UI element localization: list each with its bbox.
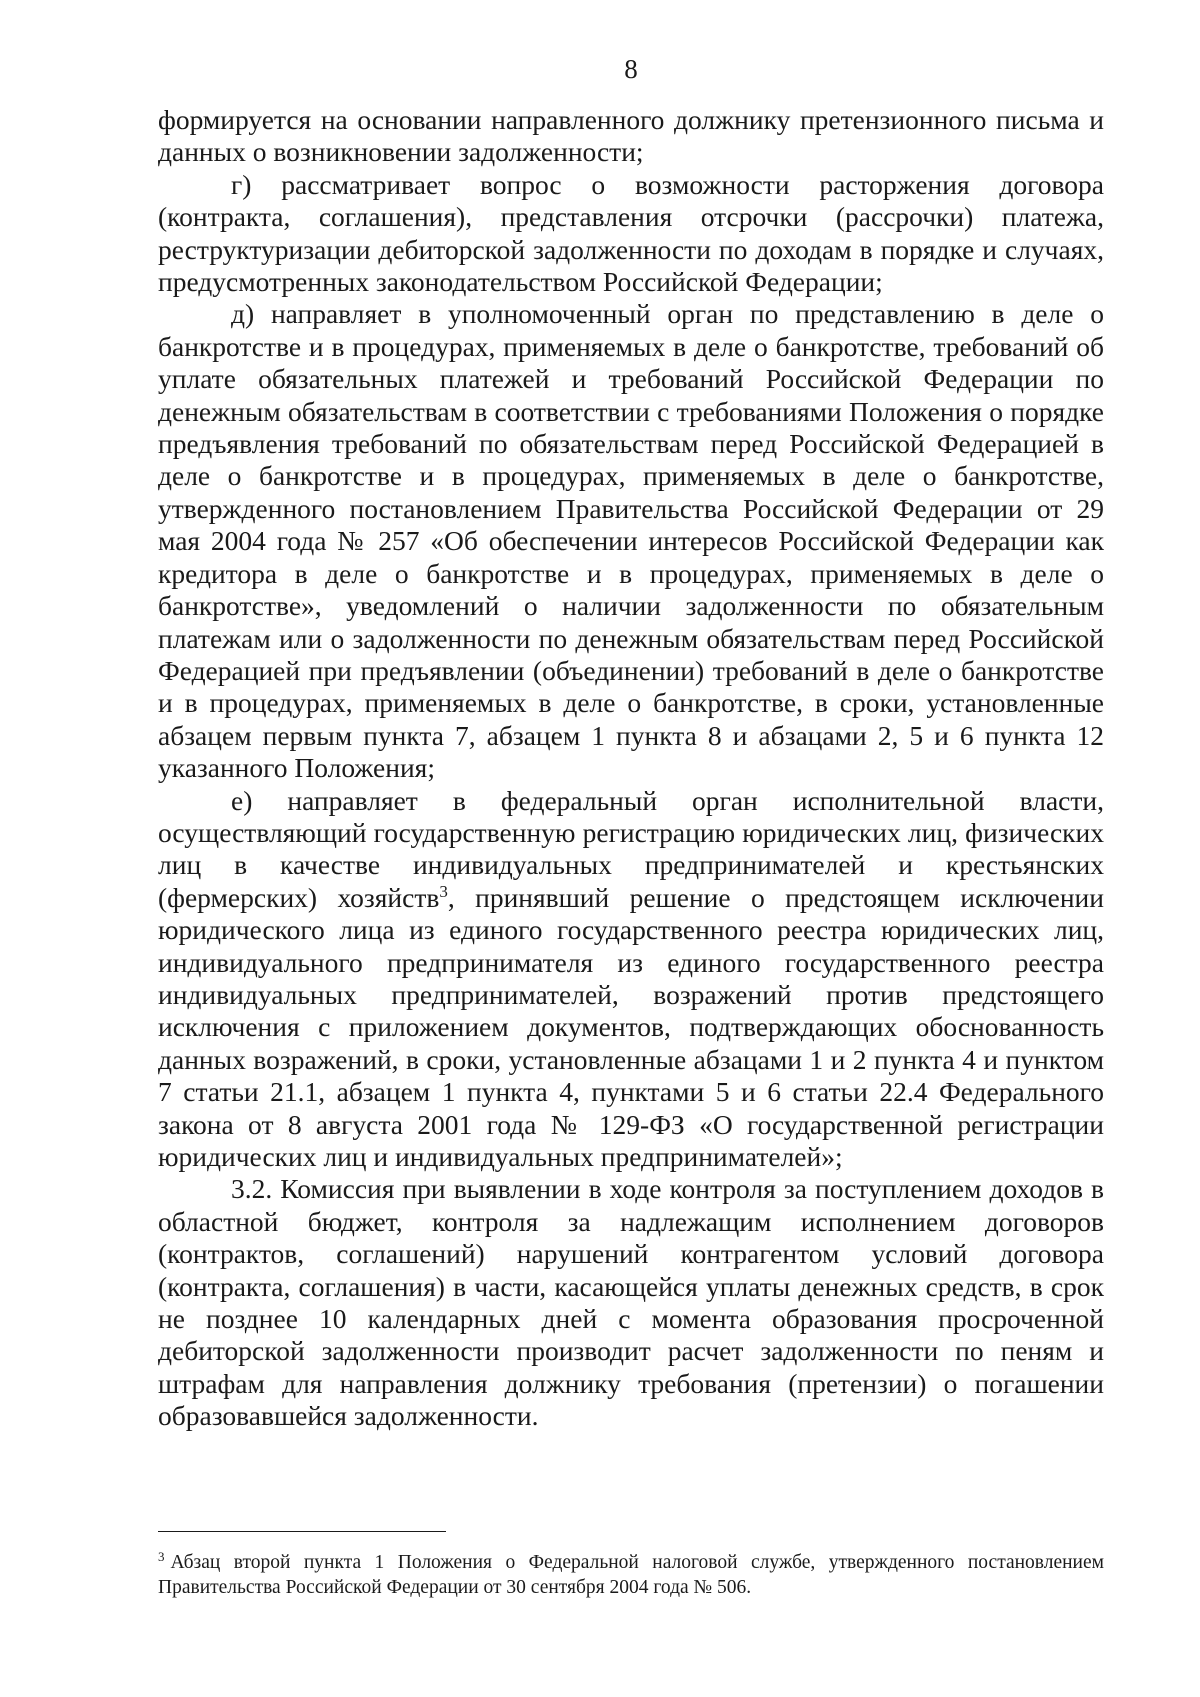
footnote-separator: [158, 1531, 446, 1532]
paragraph-item-g: [158, 169, 1104, 299]
paragraph-text: е) направляет в федеральный орган исполнительной власти, осуществляющий государственную регистрацию юридических лиц, физических лиц в качестве индивидуальных предпринимателей и крестьянских (фермерских) хозяйств: [158, 784, 1104, 913]
paragraph-text: 3.2. Комиссия при выявлении в ходе контроля за поступлением доходов в областной бюджет, контроля за надлежащим исполнением договоров (контрактов, соглашений) нарушений контрагентом условий договора (контракта, соглашения) в части, касающейся уплаты денежных средств, в срок не позднее 10 календарных дней с момента образования просроченной дебиторской задолженности производит расчет задолженности по пеням и штрафам для направления должнику требования (претензии) о погашении образовавшейся задолженности.: [158, 1173, 1104, 1432]
paragraph-text: г) рассматривает вопрос о возможности расторжения договора (контракта, соглашения), представления отсрочки (рассрочки) платежа, реструктуризации дебиторской задолженности по доходам в порядке и случаях, предусмотренных законодательством Российской Федерации;: [158, 168, 1104, 298]
paragraph-text: д) направляет в уполномоченный орган по представлению в деле о банкротстве и в процедурах, применяемых в деле о банкротстве, требований об уплате обязательных платежей и требований Российской Федерации по денежным обязательствам в соответствии с требованиями Положения о порядке предъявления требований по обязательствам перед Российской Федерацией в деле о банкротстве и в процедурах, применяемых в деле о банкротстве, утвержденного постановлением Правительства Российской Федерации от 29 мая 2004 года № 257 «Об обеспечении интересов Российской Федерации как кредитора в деле о банкротстве и в процедурах, применяемых в деле о банкротстве», уведомлений о наличии задолженности по обязательным платежам или о задолженности по денежным обязательствам перед Российской Федерацией при предъявлении (объединении) требований в деле о банкротстве и в процедурах, применяемых в деле о банкротстве, в сроки, установленные абзацем первым пункта 7, абзацем 1 пункта 8 и абзацами 2, 5 и 6 пункта 12 указанного Положения;: [158, 298, 1104, 784]
paragraph-text-continued: , принявший решение о предстоящем исключении юридического лица из единого государственного реестра юридических лиц, индивидуального предпринимателя из единого государственного реестра индивидуальных предпринимателей, возражений против предстоящего исключения с приложением документов, подтверждающих обоснованность данных возражений, в сроки, установленные абзацами 1 и 2 пункта 4 и пунктом 7 статьи 21.1, абзацем 1 пункта 4, пунктами 5 и 6 статьи 22.4 Федерального закона от 8 августа 2001 года № 129-ФЗ «О государственной регистрации юридических лиц и индивидуальных предпринимателей»;: [158, 881, 1104, 1172]
paragraph-item-e: [158, 785, 1104, 1174]
footnote: [158, 1550, 1104, 1600]
paragraph-section-3-2: [158, 1173, 1104, 1432]
paragraph-text: формируется на основании направленного должнику претензионного письма и данных о возникновении задолженности;: [158, 104, 1104, 168]
page-number: 8: [624, 54, 638, 84]
document-body: [158, 104, 1104, 1433]
paragraph-continuation: [158, 104, 1104, 169]
footnote-reference: 3: [439, 881, 448, 901]
paragraph-item-d: [158, 298, 1104, 784]
footnote-mark: 3: [158, 1548, 165, 1564]
footnote-text: Абзац второй пункта 1 Положения о Федеральной налоговой службе, утвержденного постановлением Правительства Российской Федерации от 30 сентября 2004 года № 506.: [158, 1552, 1104, 1598]
